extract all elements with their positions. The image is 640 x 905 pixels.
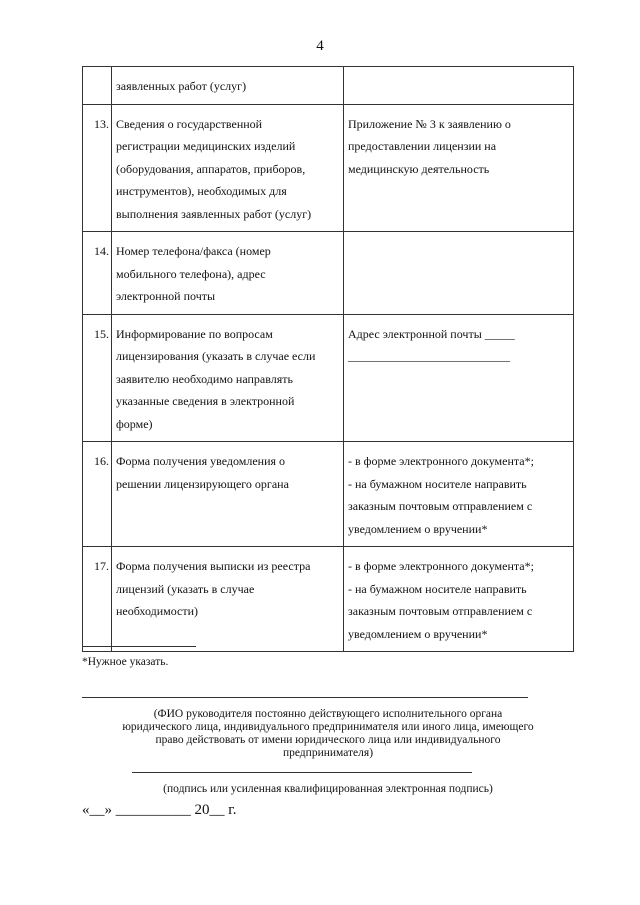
field-description-line: Информирование по вопросам [116, 326, 273, 341]
field-value-line: ___________________________ [348, 349, 510, 363]
field-value [344, 314, 574, 442]
field-description [112, 442, 344, 547]
field-description-line: мобильного телефона), адрес [116, 266, 266, 281]
field-description-line: лицензий (указать в случае [116, 581, 255, 596]
name-signature-line [82, 697, 528, 698]
field-description-line: Форма получения выписки из реестра [116, 559, 311, 573]
field-value-line: - на бумажном носителе направить [348, 476, 527, 491]
field-value [344, 104, 574, 232]
name-caption [82, 708, 574, 760]
field-value-line: - на бумажном носителе направить [348, 581, 527, 596]
row-number: 15. [83, 314, 112, 442]
field-description-line: регистрации медицинских изделий [116, 139, 296, 153]
field-value-line: заказным почтовым отправлением с [348, 604, 533, 618]
page-number: 4 [316, 38, 324, 54]
field-value-line: уведомлением о вручении* [348, 521, 488, 536]
field-value-line: - в форме электронного документа*; [348, 454, 534, 468]
field-description-line: необходимости) [116, 604, 199, 618]
name-caption-line: юридического лица, индивидуального предпринимателя или иного лица, имеющего [122, 721, 534, 733]
field-value-line: - в форме электронного документа*; [348, 559, 534, 573]
field-value [344, 547, 574, 652]
field-value [344, 67, 574, 105]
field-description-line: Номер телефона/факса (номер [116, 244, 271, 258]
field-description-line: заявленных работ (услуг) [116, 79, 247, 93]
field-description [112, 67, 344, 105]
name-caption-line: (ФИО руководителя постоянно действующего исполнительного органа [153, 708, 503, 720]
field-description-line: Сведения о государственной [116, 116, 263, 131]
field-description-line: указанные сведения в электронной [116, 394, 295, 408]
signature-caption: (подпись или усиленная квалифицированная электронная подпись) [163, 783, 493, 795]
field-description [112, 232, 344, 315]
date-line: «__» __________ 20__ г. [82, 802, 237, 818]
table-row [83, 104, 574, 232]
field-value [344, 442, 574, 547]
field-description [112, 314, 344, 442]
footnote-text: *Нужное указать. [82, 656, 169, 668]
field-value-line: Приложение № 3 к заявлению о [348, 116, 511, 131]
field-value-line: предоставлении лицензии на [348, 139, 497, 153]
footnote-divider [82, 646, 196, 647]
field-value-line: заказным почтовым отправлением с [348, 499, 533, 513]
table-row [83, 67, 574, 105]
table-row [83, 442, 574, 547]
name-caption-line: право действовать от имени юридического лица или индивидуального [155, 734, 501, 746]
field-description-line: лицензирования (указать в случае если [116, 349, 316, 363]
field-description-line: форме) [116, 416, 153, 431]
row-number: 14. [83, 232, 112, 315]
field-value-line: уведомлением о вручении* [348, 626, 488, 641]
field-value-line: Адрес электронной почты _____ [348, 326, 515, 341]
field-description [112, 547, 344, 652]
row-number: 16. [83, 442, 112, 547]
field-description [112, 104, 344, 232]
field-description-line: заявителю необходимо направлять [116, 371, 293, 386]
field-description-line: инструментов), необходимых для [116, 184, 287, 198]
name-caption-line: предпринимателя) [282, 747, 374, 759]
field-description-line: Форма получения уведомления о [116, 454, 286, 468]
table-row [83, 232, 574, 315]
row-number [83, 67, 112, 105]
table-row [83, 314, 574, 442]
field-description-line: решении лицензирующего органа [116, 476, 289, 491]
field-description-line: (оборудования, аппаратов, приборов, [116, 161, 306, 176]
row-number: 17. [83, 547, 112, 652]
form-table-body [83, 67, 574, 652]
field-description-line: выполнения заявленных работ (услуг) [116, 206, 312, 221]
field-description-line: электронной почты [116, 289, 216, 303]
application-form-table [82, 66, 574, 652]
field-value-line: медицинскую деятельность [348, 161, 490, 176]
signature-line [132, 772, 472, 773]
field-value [344, 232, 574, 315]
table-row [83, 547, 574, 652]
row-number: 13. [83, 104, 112, 232]
